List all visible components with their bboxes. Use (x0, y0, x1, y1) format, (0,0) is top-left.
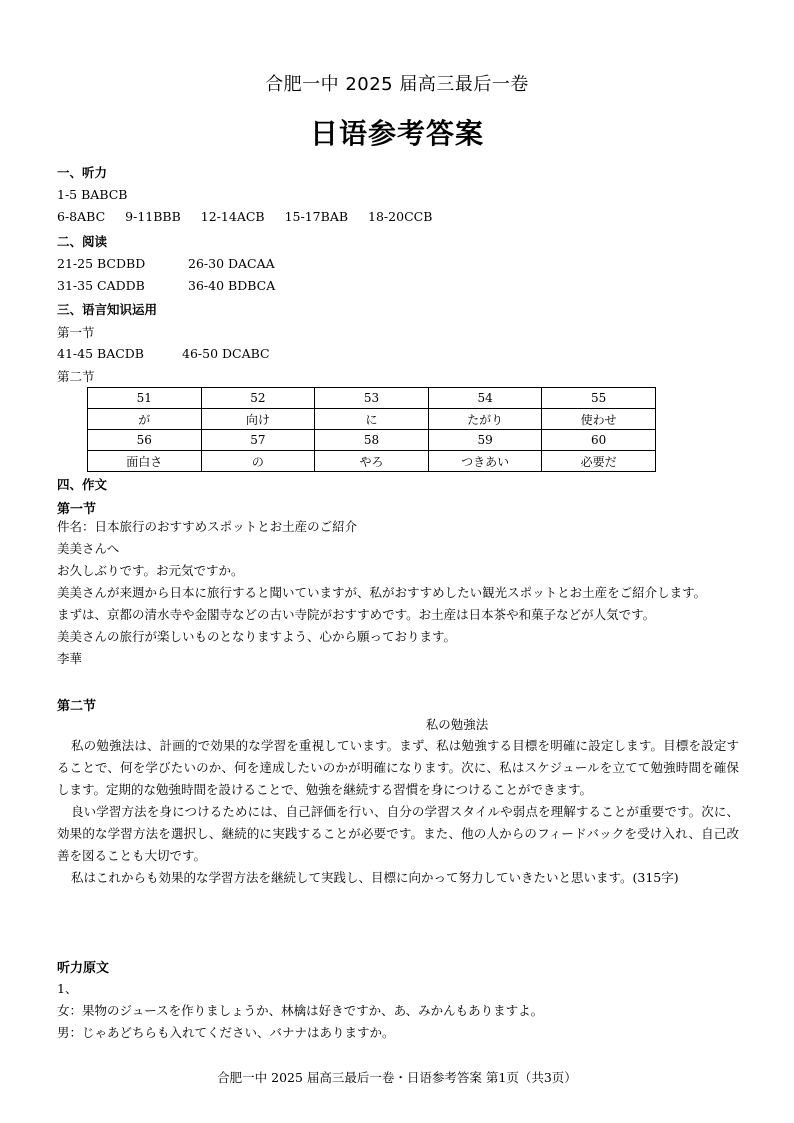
letter-body (57, 516, 739, 670)
table-cell: の (201, 451, 315, 472)
listening-answers-6-20 (57, 209, 432, 224)
table-cell: つきあい (428, 451, 542, 472)
exam-title: 合肥一中 2025 届高三最后一卷 (265, 74, 529, 95)
table-cell: 52 (201, 388, 315, 409)
answer-group: 6-8ABC (57, 209, 106, 224)
part-one-label: 第一节 (57, 325, 95, 340)
essay-paragraph: 私はこれからも効果的な学習方法を継続して実践し、目標に向かって努力していきたいと思います。(315字) (71, 870, 679, 885)
answer-group: 15-17BAB (284, 209, 349, 224)
transcript-line: 女：果物のジュースを作りましょうか、林檎は好きですか、あ、みかんもありますよ。 (57, 1003, 544, 1018)
table-cell: が (88, 409, 202, 430)
essay-paragraph: 私の勉強法は、計画的で効果的な学習を重視しています。まず、私は勉強する目標を明確に設定します。目標を設定することで、何を学びたいのか、何を達成したいのかが明確になります。次に、私はスケジュールを立てて勉強時間を確保します。定期的な勉強時間を設けることで、勉強を継続する習慣を身につけることができます。 (57, 738, 739, 797)
letter-signature: 李華 (57, 651, 83, 666)
letter-greeting: 美美さんへ (57, 541, 120, 556)
table-cell: に (315, 409, 429, 430)
essay-body (57, 735, 739, 889)
reading-heading: 二、阅读 (57, 234, 108, 249)
table-cell: 51 (88, 388, 202, 409)
table-row (88, 409, 656, 430)
language-heading: 三、语言知识运用 (57, 302, 158, 317)
essay-title: 私の勉強法 (425, 717, 489, 732)
language-answers-41-45: 41-45 BACDB (57, 346, 144, 361)
table-row (88, 430, 656, 451)
transcript-number: 1、 (57, 981, 78, 996)
reading-answers-21-25: 21-25 BCDBD (57, 256, 146, 271)
table-cell: 使わせ (542, 409, 656, 430)
table-cell: 59 (428, 430, 542, 451)
writing-heading: 四、作文 (57, 477, 108, 492)
letter-line: 美美さんの旅行が楽しいものとなりますよう、心から願っております。 (57, 629, 457, 644)
part-two-label: 第二节 (57, 369, 95, 384)
answer-group: 9-11BBB (125, 209, 181, 224)
letter-line: お久しぶりです。お元気ですか。 (57, 563, 244, 578)
table-cell: 53 (315, 388, 429, 409)
reading-answers-31-35: 31-35 CADDB (57, 278, 145, 293)
table-cell: 55 (542, 388, 656, 409)
table-cell: やろ (315, 451, 429, 472)
letter-line: 美美さんが来週から日本に旅行すると聞いていますが、私がおすすめしたい観光スポットとお土産をご紹介します。 (57, 585, 707, 600)
table-cell: 56 (88, 430, 202, 451)
transcript-heading: 听力原文 (57, 961, 110, 976)
answer-group: 18-20CCB (368, 209, 433, 224)
writing-part-two-label: 第二节 (57, 699, 97, 714)
table-cell: 必要だ (542, 451, 656, 472)
letter-subject: 件名：日本旅行のおすすめスポットとお土産のご紹介 (57, 519, 358, 534)
table-cell: たがり (428, 409, 542, 430)
table-row (88, 451, 656, 472)
letter-line: まずは、京都の清水寺や金閣寺などの古い寺院がおすすめです。お土産は日本茶や和菓子などが人気です。 (57, 607, 656, 622)
listening-answers-1-5: 1-5 BABCB (57, 187, 128, 202)
table-cell: 面白さ (88, 451, 202, 472)
reading-answers-36-40: 36-40 BDBCA (188, 278, 276, 293)
language-answers-46-50: 46-50 DCABC (182, 346, 270, 361)
table-row (88, 388, 656, 409)
table-cell: 60 (542, 430, 656, 451)
table-cell: 向け (201, 409, 315, 430)
essay-paragraph: 良い学習方法を身につけるためには、自己評価を行い、自分の学習スタイルや弱点を理解することが重要です。次に、効果的な学習方法を選択し、継続的に実践することが必要です。また、他の人からのフィードバックを受け入れ、自己改善を図ることも大切です。 (57, 804, 739, 863)
reading-answers-26-30: 26-30 DACAA (188, 256, 275, 271)
table-cell: 57 (201, 430, 315, 451)
writing-part-one-label: 第一节 (57, 502, 97, 517)
answer-group: 12-14ACB (200, 209, 265, 224)
table-cell: 58 (315, 430, 429, 451)
fill-in-answer-table (87, 387, 656, 472)
table-cell: 54 (428, 388, 542, 409)
document-title: 日语参考答案 (309, 117, 484, 150)
transcript-line: 男：じゃあどちらも入れてください、バナナはありますか。 (57, 1025, 395, 1040)
listening-heading: 一、听力 (57, 165, 108, 180)
page-footer: 合肥一中 2025 届高三最后一卷・日语参考答案 第1页（共3页） (217, 1070, 577, 1085)
